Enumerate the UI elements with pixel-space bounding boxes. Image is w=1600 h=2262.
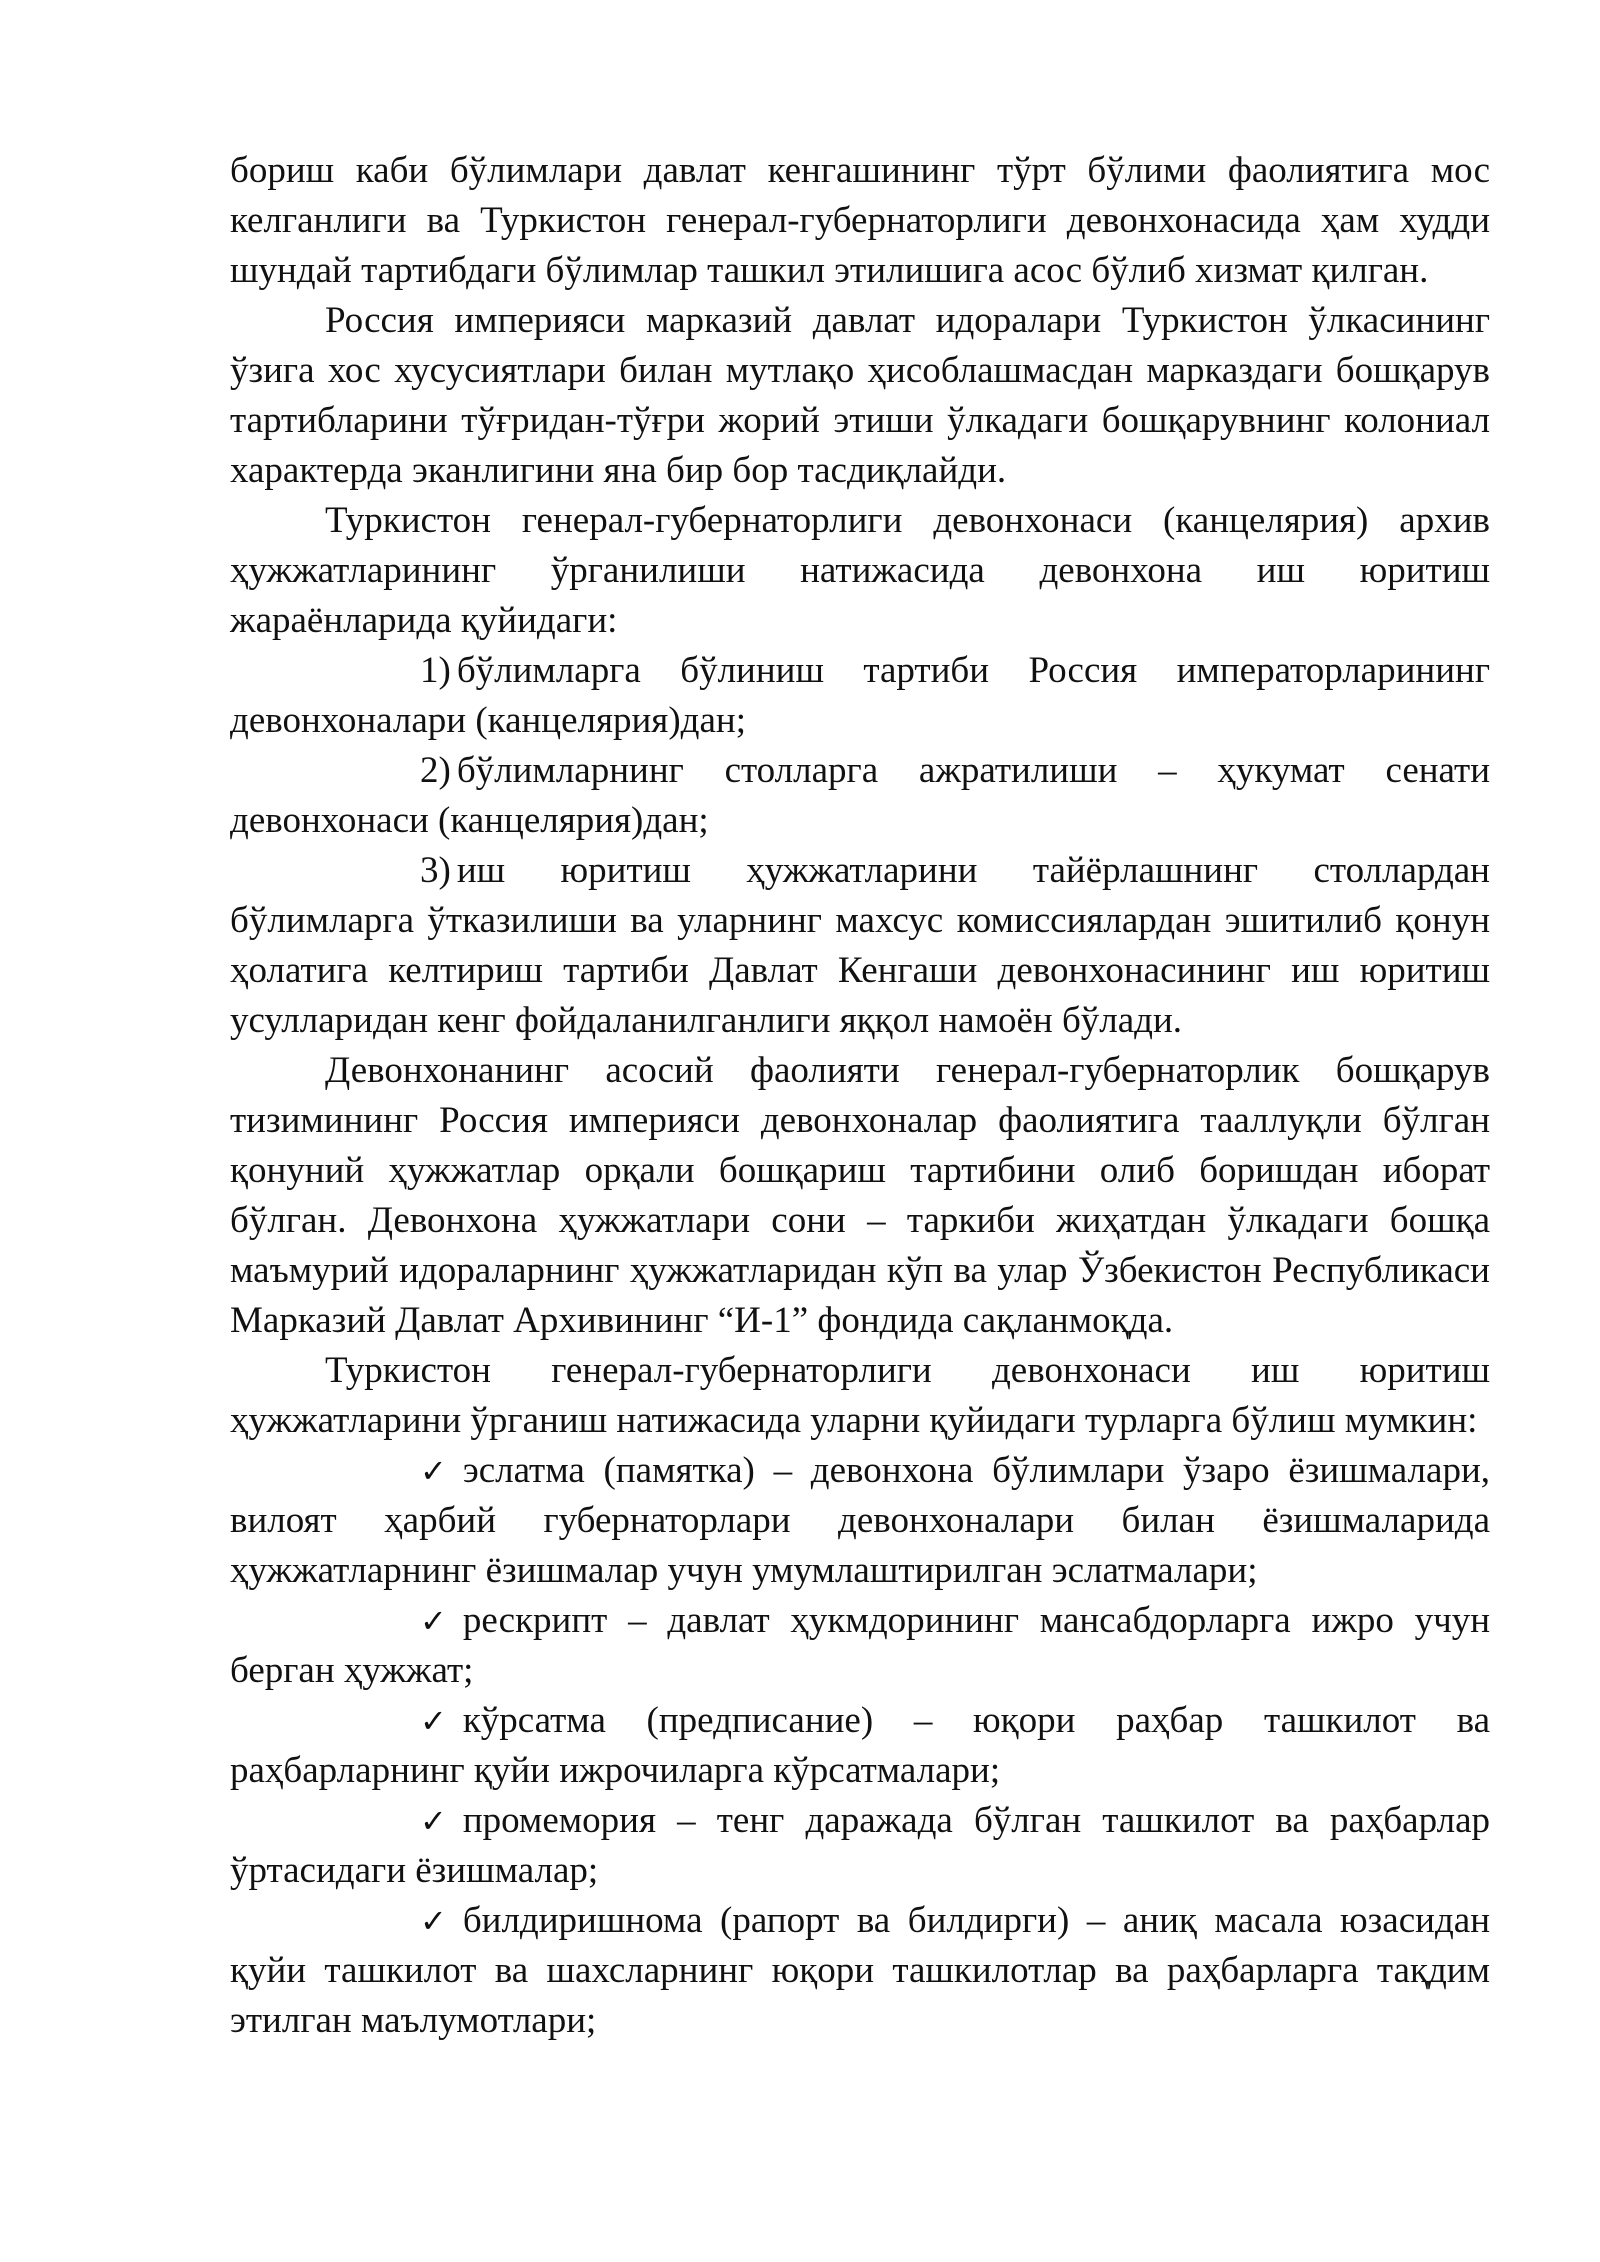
numbered-item-2: [230, 746, 1490, 846]
paragraph-main-activity: [230, 1046, 1490, 1346]
checkmark-icon: ✓: [420, 1602, 447, 1640]
checklist-item-5: [230, 1896, 1490, 2046]
numbered-item-3: [230, 846, 1490, 1046]
checklist-item-1: [230, 1446, 1490, 1596]
paragraph-text: Девонхонанинг асосий фаолияти генерал-губернаторлик бошқарув тизимининг Россия империяси девонхоналар фаолиятига тааллуқли бўлган қонуний ҳужжатлар орқали бошқариш тартибини олиб боришдан иборат бўлган. Девонхона ҳужжатлари сони – таркиби жиҳатдан ўлкадаги бошқа маъмурий идораларнинг ҳужжатларидан кўп ва улар Ўзбекистон Республикаси Марказий Давлат Архивининг “И-1” фондида сақланмоқда.: [230, 1050, 1490, 1341]
checkmark-icon: ✓: [420, 1902, 447, 1940]
item-text: кўрсатма (предписание) – юқори раҳбар ташкилот ва раҳбарларнинг қуйи ижрочиларга кўрсатмалари;: [230, 1700, 1490, 1791]
item-number: 1): [420, 650, 451, 691]
paragraph-continuation: [230, 146, 1490, 296]
checklist-item-3: [230, 1696, 1490, 1796]
paragraph-russia-administration: [230, 296, 1490, 496]
paragraph-text: Туркистон генерал-губернаторлиги девонхонаси иш юритиш ҳужжатларини ўрганиш натижасида уларни қуйидаги турларга бўлиш мумкин:: [230, 1350, 1490, 1441]
paragraph-text: Туркистон генерал-губернаторлиги девонхонаси (канцелярия) архив ҳужжатларининг ўрганилиши натижасида девонхона иш юритиш жараёнларида қуйидаги:: [230, 500, 1490, 641]
checklist-item-2: [230, 1596, 1490, 1696]
item-text: эслатма (памятка) – девонхона бўлимлари ўзаро ёзишмалари, вилоят ҳарбий губернаторлари девонхоналари билан ёзишмаларида ҳужжатларнинг ёзишмалар учун умумлаштирилган эслатмалари;: [230, 1450, 1490, 1591]
checklist-item-4: [230, 1796, 1490, 1896]
numbered-item-1: [230, 646, 1490, 746]
paragraph-text: Россия империяси марказий давлат идоралари Туркистон ўлкасининг ўзига хос хусусиятлари билан мутлақо ҳисоблашмасдан марказдаги бошқарув тартибларини тўғридан-тўғри жорий этиши ўлкадаги бошқарувнинг колониал характерда эканлигини яна бир бор тасдиқлайди.: [230, 300, 1490, 491]
paragraph-text: бориш каби бўлимлари давлат кенгашининг тўрт бўлими фаолиятига мос келганлиги ва Туркистон генерал-губернаторлиги девонхонасида ҳам худди шундай тартибдаги бўлимлар ташкил этилишига асос бўлиб хизмат қилган.: [230, 150, 1490, 291]
paragraph-archive-study: [230, 496, 1490, 646]
paragraph-document-types: [230, 1346, 1490, 1446]
item-number: 3): [420, 850, 451, 891]
item-text: рескрипт – давлат ҳукмдорининг мансабдорларга ижро учун берган ҳужжат;: [230, 1600, 1490, 1691]
item-number: 2): [420, 750, 451, 791]
item-text: промемория – тенг даражада бўлган ташкилот ва раҳбарлар ўртасидаги ёзишмалар;: [230, 1800, 1490, 1891]
document-body: [230, 146, 1490, 2046]
item-text: билдиришнома (рапорт ва билдирги) – аниқ масала юзасидан қуйи ташкилот ва шахсларнинг юқори ташкилотлар ва раҳбарларга тақдим этилган маълумотлари;: [230, 1900, 1490, 2041]
checkmark-icon: ✓: [420, 1452, 447, 1490]
checkmark-icon: ✓: [420, 1702, 447, 1740]
checkmark-icon: ✓: [420, 1802, 447, 1840]
item-text: бўлимларга бўлиниш тартиби Россия императорларининг девонхоналари (канцелярия)дан;: [230, 650, 1490, 741]
item-text: бўлимларнинг столларга ажратилиши – ҳукумат сенати девонхонаси (канцелярия)дан;: [230, 750, 1490, 841]
item-text: иш юритиш ҳужжатларини тайёрлашнинг столлардан бўлимларга ўтказилиши ва уларнинг махсус комиссиялардан эшитилиб қонун ҳолатига келтириш тартиби Давлат Кенгаши девонхонасининг иш юритиш усулларидан кенг фойдаланилганлиги яққол намоён бўлади.: [230, 850, 1490, 1041]
